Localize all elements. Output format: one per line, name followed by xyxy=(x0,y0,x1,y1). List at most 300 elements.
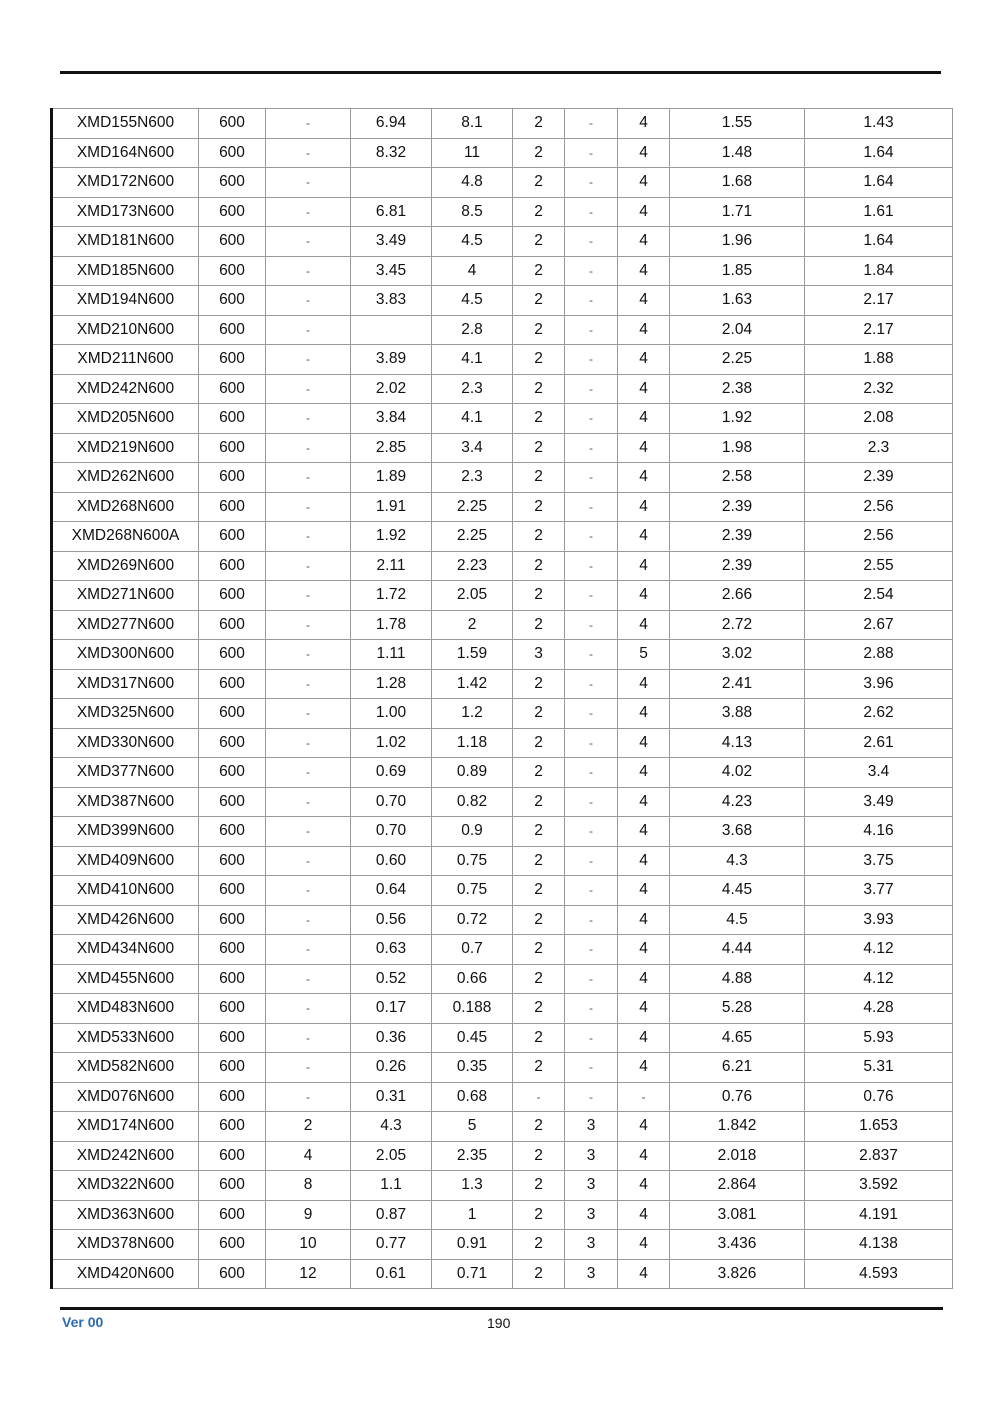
table-cell: 4.1 xyxy=(432,345,513,375)
table-cell: - xyxy=(565,758,618,788)
table-cell: 2.39 xyxy=(670,522,805,552)
table-cell: 3.4 xyxy=(432,433,513,463)
table-cell: 600 xyxy=(199,109,266,139)
table-cell: 2 xyxy=(513,551,565,581)
table-cell: 3.93 xyxy=(805,905,953,935)
part-number-cell: XMD377N600 xyxy=(52,758,199,788)
table-cell: 8.5 xyxy=(432,197,513,227)
table-cell: 0.70 xyxy=(351,817,432,847)
part-number-cell: XMD211N600 xyxy=(52,345,199,375)
part-number-cell: XMD173N600 xyxy=(52,197,199,227)
table-cell: 4 xyxy=(618,138,670,168)
part-number-cell: XMD325N600 xyxy=(52,699,199,729)
table-cell: 4 xyxy=(266,1141,351,1171)
table-cell: 1.3 xyxy=(432,1171,513,1201)
table-cell: - xyxy=(565,581,618,611)
table-cell: 3 xyxy=(565,1112,618,1142)
table-cell: 4 xyxy=(618,463,670,493)
page-number: 190 xyxy=(487,1315,511,1331)
table-cell: 1.71 xyxy=(670,197,805,227)
table-cell: - xyxy=(266,286,351,316)
part-number-cell: XMD322N600 xyxy=(52,1171,199,1201)
table-cell: 2.02 xyxy=(351,374,432,404)
table-cell: - xyxy=(266,1053,351,1083)
table-cell: 1.42 xyxy=(432,669,513,699)
table-cell: - xyxy=(565,610,618,640)
table-cell: 600 xyxy=(199,994,266,1024)
table-cell: 2 xyxy=(513,109,565,139)
table-cell: 2.05 xyxy=(432,581,513,611)
table-cell: 1.18 xyxy=(432,728,513,758)
table-cell: 2 xyxy=(513,433,565,463)
table-cell: 2.35 xyxy=(432,1141,513,1171)
table-cell: - xyxy=(565,551,618,581)
table-cell: 1.68 xyxy=(670,168,805,198)
table-cell: - xyxy=(266,817,351,847)
table-row xyxy=(52,876,953,906)
table-cell: 2.23 xyxy=(432,551,513,581)
table-cell: 1.98 xyxy=(670,433,805,463)
table-row xyxy=(52,492,953,522)
table-cell: 2 xyxy=(513,876,565,906)
table-cell: 2 xyxy=(513,1200,565,1230)
table-cell: 600 xyxy=(199,699,266,729)
table-cell: - xyxy=(266,699,351,729)
table-cell: 2.67 xyxy=(805,610,953,640)
table-row xyxy=(52,1023,953,1053)
table-cell: 3 xyxy=(513,640,565,670)
table-cell: 2 xyxy=(513,345,565,375)
table-cell: 0.52 xyxy=(351,964,432,994)
table-cell: 0.76 xyxy=(805,1082,953,1112)
table-cell: 4.593 xyxy=(805,1259,953,1289)
table-cell: 4 xyxy=(618,345,670,375)
table-cell: 2.72 xyxy=(670,610,805,640)
table-cell: 0.9 xyxy=(432,817,513,847)
table-row xyxy=(52,1112,953,1142)
part-number-cell: XMD219N600 xyxy=(52,433,199,463)
table-row xyxy=(52,1053,953,1083)
table-cell: 2 xyxy=(513,492,565,522)
part-number-cell: XMD174N600 xyxy=(52,1112,199,1142)
table-cell: 600 xyxy=(199,522,266,552)
table-cell: 600 xyxy=(199,227,266,257)
table-cell: - xyxy=(266,964,351,994)
table-cell: 2.39 xyxy=(670,551,805,581)
table-cell: 0.36 xyxy=(351,1023,432,1053)
version-label: Ver 00 xyxy=(62,1314,104,1330)
table-cell: - xyxy=(565,374,618,404)
table-row xyxy=(52,817,953,847)
table-cell: 600 xyxy=(199,1141,266,1171)
spec-table-container xyxy=(50,108,953,1289)
table-cell: 2.56 xyxy=(805,522,953,552)
table-cell: - xyxy=(266,1082,351,1112)
table-cell: - xyxy=(565,994,618,1024)
table-cell: 1.1 xyxy=(351,1171,432,1201)
part-number-cell: XMD155N600 xyxy=(52,109,199,139)
table-cell: 3.081 xyxy=(670,1200,805,1230)
table-row xyxy=(52,433,953,463)
table-row xyxy=(52,728,953,758)
table-cell: 4 xyxy=(618,168,670,198)
table-cell: 1.72 xyxy=(351,581,432,611)
table-cell: 2.25 xyxy=(670,345,805,375)
table-cell: 2 xyxy=(513,699,565,729)
table-cell: 2 xyxy=(513,522,565,552)
part-number-cell: XMD300N600 xyxy=(52,640,199,670)
table-cell: 4 xyxy=(618,1053,670,1083)
table-cell: 4 xyxy=(618,286,670,316)
table-cell: 2 xyxy=(513,463,565,493)
table-cell: 6.21 xyxy=(670,1053,805,1083)
table-cell: 2.17 xyxy=(805,286,953,316)
table-cell: 600 xyxy=(199,728,266,758)
table-cell: 2.61 xyxy=(805,728,953,758)
table-cell: - xyxy=(266,168,351,198)
table-cell: 4 xyxy=(618,1112,670,1142)
table-cell: 2.837 xyxy=(805,1141,953,1171)
table-row xyxy=(52,286,953,316)
footer-rule xyxy=(60,1307,943,1310)
table-cell: 600 xyxy=(199,286,266,316)
table-cell: - xyxy=(266,433,351,463)
table-cell: 2 xyxy=(513,994,565,1024)
table-cell: 0.63 xyxy=(351,935,432,965)
table-cell: 3.77 xyxy=(805,876,953,906)
table-cell: 4 xyxy=(618,669,670,699)
table-cell: 0.45 xyxy=(432,1023,513,1053)
table-cell: - xyxy=(565,964,618,994)
table-cell: 1.59 xyxy=(432,640,513,670)
table-cell: - xyxy=(565,433,618,463)
table-cell: 0.75 xyxy=(432,846,513,876)
table-cell: 1.842 xyxy=(670,1112,805,1142)
table-cell: 1.85 xyxy=(670,256,805,286)
table-cell: 4 xyxy=(618,1023,670,1053)
table-cell: 600 xyxy=(199,197,266,227)
table-cell: 600 xyxy=(199,551,266,581)
table-cell: 2 xyxy=(513,787,565,817)
part-number-cell: XMD409N600 xyxy=(52,846,199,876)
table-cell: 600 xyxy=(199,640,266,670)
table-cell: 1.84 xyxy=(805,256,953,286)
table-cell: 5.31 xyxy=(805,1053,953,1083)
table-cell: 3 xyxy=(565,1141,618,1171)
table-cell: - xyxy=(565,699,618,729)
table-cell: 1.63 xyxy=(670,286,805,316)
table-cell: 1 xyxy=(432,1200,513,1230)
table-cell: 1.02 xyxy=(351,728,432,758)
table-cell: 0.69 xyxy=(351,758,432,788)
table-cell: 600 xyxy=(199,905,266,935)
table-cell: 0.7 xyxy=(432,935,513,965)
table-cell: 4 xyxy=(618,758,670,788)
table-cell: 600 xyxy=(199,168,266,198)
table-cell: 2.54 xyxy=(805,581,953,611)
table-cell: 600 xyxy=(199,669,266,699)
table-cell: 600 xyxy=(199,1053,266,1083)
table-cell: 4.13 xyxy=(670,728,805,758)
table-row xyxy=(52,787,953,817)
table-cell: 2 xyxy=(513,1259,565,1289)
table-cell: - xyxy=(266,256,351,286)
table-cell: 4.5 xyxy=(432,227,513,257)
part-number-cell: XMD399N600 xyxy=(52,817,199,847)
table-cell: 1.00 xyxy=(351,699,432,729)
table-cell: 600 xyxy=(199,964,266,994)
table-cell: 3.96 xyxy=(805,669,953,699)
table-row xyxy=(52,404,953,434)
table-cell: 600 xyxy=(199,492,266,522)
table-cell: - xyxy=(565,138,618,168)
table-row xyxy=(52,1171,953,1201)
table-cell: 600 xyxy=(199,610,266,640)
table-cell: 4.88 xyxy=(670,964,805,994)
table-cell: 2 xyxy=(513,610,565,640)
table-cell: 9 xyxy=(266,1200,351,1230)
table-cell: - xyxy=(266,522,351,552)
table-cell: 3.75 xyxy=(805,846,953,876)
table-row xyxy=(52,1259,953,1289)
table-cell: 1.92 xyxy=(351,522,432,552)
part-number-cell: XMD483N600 xyxy=(52,994,199,1024)
table-cell: 600 xyxy=(199,315,266,345)
table-cell: 3 xyxy=(565,1200,618,1230)
table-cell: 2 xyxy=(513,404,565,434)
table-row xyxy=(52,345,953,375)
table-cell: 3.4 xyxy=(805,758,953,788)
table-cell: 2 xyxy=(513,374,565,404)
table-cell: 2 xyxy=(513,138,565,168)
table-cell: 3.49 xyxy=(351,227,432,257)
table-cell: - xyxy=(565,817,618,847)
table-cell: 3.02 xyxy=(670,640,805,670)
table-row xyxy=(52,374,953,404)
table-cell: 4.12 xyxy=(805,935,953,965)
table-cell: 2 xyxy=(513,817,565,847)
table-cell: - xyxy=(565,1082,618,1112)
table-cell: 0.82 xyxy=(432,787,513,817)
table-cell: - xyxy=(266,345,351,375)
table-cell: 10 xyxy=(266,1230,351,1260)
table-cell: 3.436 xyxy=(670,1230,805,1260)
table-cell: - xyxy=(266,610,351,640)
table-cell: - xyxy=(266,758,351,788)
table-cell: 4 xyxy=(618,994,670,1024)
table-cell: 4.02 xyxy=(670,758,805,788)
part-number-cell: XMD420N600 xyxy=(52,1259,199,1289)
table-row xyxy=(52,1082,953,1112)
part-number-cell: XMD268N600A xyxy=(52,522,199,552)
table-cell: 2 xyxy=(513,905,565,935)
table-cell: 4 xyxy=(618,1200,670,1230)
table-cell: - xyxy=(565,345,618,375)
table-cell: 5 xyxy=(618,640,670,670)
part-number-cell: XMD185N600 xyxy=(52,256,199,286)
table-cell: 2 xyxy=(513,935,565,965)
table-cell: 2 xyxy=(266,1112,351,1142)
table-cell: 3.68 xyxy=(670,817,805,847)
table-cell: 1.2 xyxy=(432,699,513,729)
table-row xyxy=(52,256,953,286)
table-cell: - xyxy=(565,256,618,286)
table-cell: 4 xyxy=(618,433,670,463)
table-row xyxy=(52,846,953,876)
table-cell: - xyxy=(565,787,618,817)
table-cell: 600 xyxy=(199,935,266,965)
table-cell: - xyxy=(266,640,351,670)
table-cell: 2.38 xyxy=(670,374,805,404)
table-cell: - xyxy=(565,669,618,699)
table-cell: 4 xyxy=(618,964,670,994)
table-cell: - xyxy=(565,463,618,493)
table-cell: - xyxy=(266,935,351,965)
table-cell: 1.91 xyxy=(351,492,432,522)
table-cell: 2.08 xyxy=(805,404,953,434)
table-cell: 600 xyxy=(199,817,266,847)
table-cell: 2.58 xyxy=(670,463,805,493)
spec-table xyxy=(50,108,953,1289)
table-cell xyxy=(351,168,432,198)
table-cell: 2 xyxy=(513,256,565,286)
table-cell: 2 xyxy=(513,758,565,788)
table-cell: - xyxy=(266,728,351,758)
table-cell: 600 xyxy=(199,1230,266,1260)
table-cell: 0.31 xyxy=(351,1082,432,1112)
table-cell: - xyxy=(565,728,618,758)
table-cell: 8 xyxy=(266,1171,351,1201)
table-cell: 1.48 xyxy=(670,138,805,168)
table-cell: 0.71 xyxy=(432,1259,513,1289)
table-cell: 2 xyxy=(513,1053,565,1083)
table-row xyxy=(52,315,953,345)
table-cell: 3.45 xyxy=(351,256,432,286)
table-cell: 600 xyxy=(199,581,266,611)
part-number-cell: XMD277N600 xyxy=(52,610,199,640)
table-row xyxy=(52,610,953,640)
table-cell: 2 xyxy=(513,286,565,316)
table-cell: - xyxy=(266,374,351,404)
table-cell: 4.12 xyxy=(805,964,953,994)
table-cell: 0.60 xyxy=(351,846,432,876)
table-cell: 6.94 xyxy=(351,109,432,139)
table-cell: 2.66 xyxy=(670,581,805,611)
table-cell: 3.826 xyxy=(670,1259,805,1289)
table-cell: 4 xyxy=(618,817,670,847)
part-number-cell: XMD317N600 xyxy=(52,669,199,699)
table-cell: 4 xyxy=(618,551,670,581)
table-cell: 6.81 xyxy=(351,197,432,227)
table-row xyxy=(52,1230,953,1260)
table-cell: 1.28 xyxy=(351,669,432,699)
part-number-cell: XMD378N600 xyxy=(52,1230,199,1260)
table-cell: 2 xyxy=(513,581,565,611)
table-cell: 12 xyxy=(266,1259,351,1289)
table-cell: - xyxy=(565,315,618,345)
table-cell: 1.64 xyxy=(805,138,953,168)
table-row xyxy=(52,1141,953,1171)
table-cell: 4.5 xyxy=(432,286,513,316)
part-number-cell: XMD172N600 xyxy=(52,168,199,198)
table-cell: 4.65 xyxy=(670,1023,805,1053)
table-cell: 4.138 xyxy=(805,1230,953,1260)
table-cell: - xyxy=(266,905,351,935)
table-cell: 600 xyxy=(199,787,266,817)
table-cell: 2.018 xyxy=(670,1141,805,1171)
table-cell: 4 xyxy=(618,315,670,345)
table-cell: 600 xyxy=(199,1082,266,1112)
table-cell: - xyxy=(266,1023,351,1053)
table-cell: - xyxy=(565,286,618,316)
table-cell: 3.88 xyxy=(670,699,805,729)
table-cell: - xyxy=(565,404,618,434)
table-cell: 4.16 xyxy=(805,817,953,847)
table-cell: 4.44 xyxy=(670,935,805,965)
table-cell: - xyxy=(266,876,351,906)
table-row xyxy=(52,522,953,552)
part-number-cell: XMD582N600 xyxy=(52,1053,199,1083)
table-cell: 2.88 xyxy=(805,640,953,670)
table-cell: 600 xyxy=(199,138,266,168)
table-cell: 2 xyxy=(513,1112,565,1142)
table-cell: - xyxy=(565,522,618,552)
table-cell: 2.39 xyxy=(805,463,953,493)
table-cell: 2 xyxy=(513,1023,565,1053)
table-cell: 2.62 xyxy=(805,699,953,729)
table-cell: - xyxy=(266,994,351,1024)
table-cell: 3 xyxy=(565,1230,618,1260)
table-cell: 4 xyxy=(618,787,670,817)
part-number-cell: XMD164N600 xyxy=(52,138,199,168)
table-cell: 2 xyxy=(513,669,565,699)
table-cell: 1.78 xyxy=(351,610,432,640)
table-cell: - xyxy=(565,846,618,876)
table-cell: 2 xyxy=(513,1171,565,1201)
table-cell: 600 xyxy=(199,876,266,906)
part-number-cell: XMD455N600 xyxy=(52,964,199,994)
table-cell: 0.26 xyxy=(351,1053,432,1083)
table-cell: - xyxy=(565,905,618,935)
table-cell: 2 xyxy=(513,846,565,876)
table-cell: - xyxy=(565,109,618,139)
table-cell: - xyxy=(565,1053,618,1083)
table-cell: 1.61 xyxy=(805,197,953,227)
table-cell: - xyxy=(565,168,618,198)
table-cell: 5.93 xyxy=(805,1023,953,1053)
table-cell: 4 xyxy=(618,1141,670,1171)
table-cell: 4 xyxy=(618,1230,670,1260)
table-cell: 2 xyxy=(513,197,565,227)
table-cell: - xyxy=(565,876,618,906)
table-row xyxy=(52,581,953,611)
table-cell: 0.75 xyxy=(432,876,513,906)
table-cell: 2 xyxy=(432,610,513,640)
table-cell: 0.188 xyxy=(432,994,513,1024)
part-number-cell: XMD410N600 xyxy=(52,876,199,906)
table-cell: 5 xyxy=(432,1112,513,1142)
part-number-cell: XMD194N600 xyxy=(52,286,199,316)
table-cell: 4 xyxy=(618,404,670,434)
table-cell: 4.23 xyxy=(670,787,805,817)
table-cell: 2.41 xyxy=(670,669,805,699)
table-cell: 4.28 xyxy=(805,994,953,1024)
table-cell: 4 xyxy=(618,256,670,286)
table-cell: 600 xyxy=(199,1023,266,1053)
table-row xyxy=(52,463,953,493)
table-cell: 4 xyxy=(618,581,670,611)
table-cell: 2.56 xyxy=(805,492,953,522)
